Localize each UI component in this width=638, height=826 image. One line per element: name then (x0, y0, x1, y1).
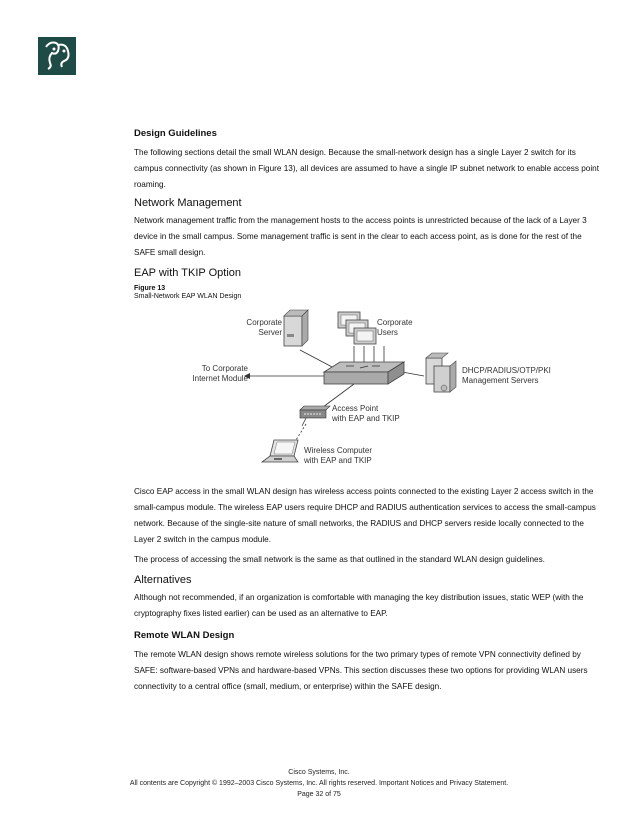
footer-company: Cisco Systems, Inc. (288, 769, 350, 776)
wireless-laptop-icon (262, 440, 298, 462)
paragraph-alternatives: Although not recommended, if an organization is comfortable with managing the key distribution issues, static WEP (with the cryptography fixes listed earlier) can be used as an alternative to EAP. (134, 593, 584, 618)
label-access-point: Access Point with EAP and TKIP (332, 404, 400, 423)
section-title-design-guidelines: Design Guidelines (134, 128, 217, 139)
paragraph-design-guidelines: The following sections detail the small WLAN design. Because the small-network design has a single Layer 2 switch for its campus connectivity (as shown in Figure 13), all devices are assumed to have a single IP subnet network to enable access point roaming. (134, 148, 599, 189)
paragraph-eap-process: The process of accessing the small network is the same as that outlined in the standard WLAN design guidelines. (134, 555, 545, 564)
cisco-face-logo-icon (38, 37, 76, 75)
label-management-servers: DHCP/RADIUS/OTP/PKI Management Servers (462, 366, 551, 385)
paragraph-eap-access: Cisco EAP access in the small WLAN design has wireless access points connected to the existing Layer 2 access switch in the small-campus module. The wireless EAP users require DHCP and RADIUS authentication services to access the small-campus network. Because of the single-site nature of small networks, the RADIUS and DHCP servers reside locally connected to the Layer 2 switch in the campus module. (134, 487, 596, 544)
section-title-network-management: Network Management (134, 197, 242, 209)
layer2-switch-icon (324, 362, 404, 384)
corporate-server-icon (284, 310, 308, 346)
figure-label: Figure 13 (134, 285, 166, 292)
access-point-icon (300, 406, 330, 426)
page-footer (0, 767, 638, 800)
label-corporate-server: Corporate Server (246, 318, 282, 337)
paragraph-network-management: Network management traffic from the management hosts to the access points is unrestricted because of the lack of a Layer 3 device in the small campus. Some management traffic is sent in the clear to each access point, as is done for the rest of the SAFE small design. (134, 216, 587, 257)
main-content (134, 128, 600, 699)
footer-page-number: Page 32 of 75 (297, 791, 341, 798)
paragraph-remote-wlan: The remote WLAN design shows remote wireless solutions for the two primary types of remote VPN connectivity defined by SAFE: software-based VPNs and hardware-based VPNs. This section discusses these two options for providing WLAN users connectivity to a central office (small, medium, or enterprise) within the SAFE design. (134, 650, 588, 691)
section-title-remote-wlan: Remote WLAN Design (134, 630, 235, 641)
figure-caption: Small-Network EAP WLAN Design (134, 293, 242, 300)
label-wireless-computer: Wireless Computer with EAP and TKIP (304, 446, 373, 465)
footer-copyright: All contents are Copyright © 1992–2003 Cisco Systems, Inc. All rights reserved. Important Notices and Privacy Statement. (129, 780, 509, 787)
corporate-users-icon (338, 312, 376, 344)
section-title-alternatives: Alternatives (134, 574, 192, 586)
label-to-corporate-internet: To Corporate Internet Module (192, 364, 248, 383)
label-corporate-users: Corporate Users (377, 318, 413, 337)
network-diagram (134, 306, 600, 474)
management-servers-icon (426, 353, 456, 392)
section-title-eap-tkip: EAP with TKIP Option (134, 267, 242, 279)
